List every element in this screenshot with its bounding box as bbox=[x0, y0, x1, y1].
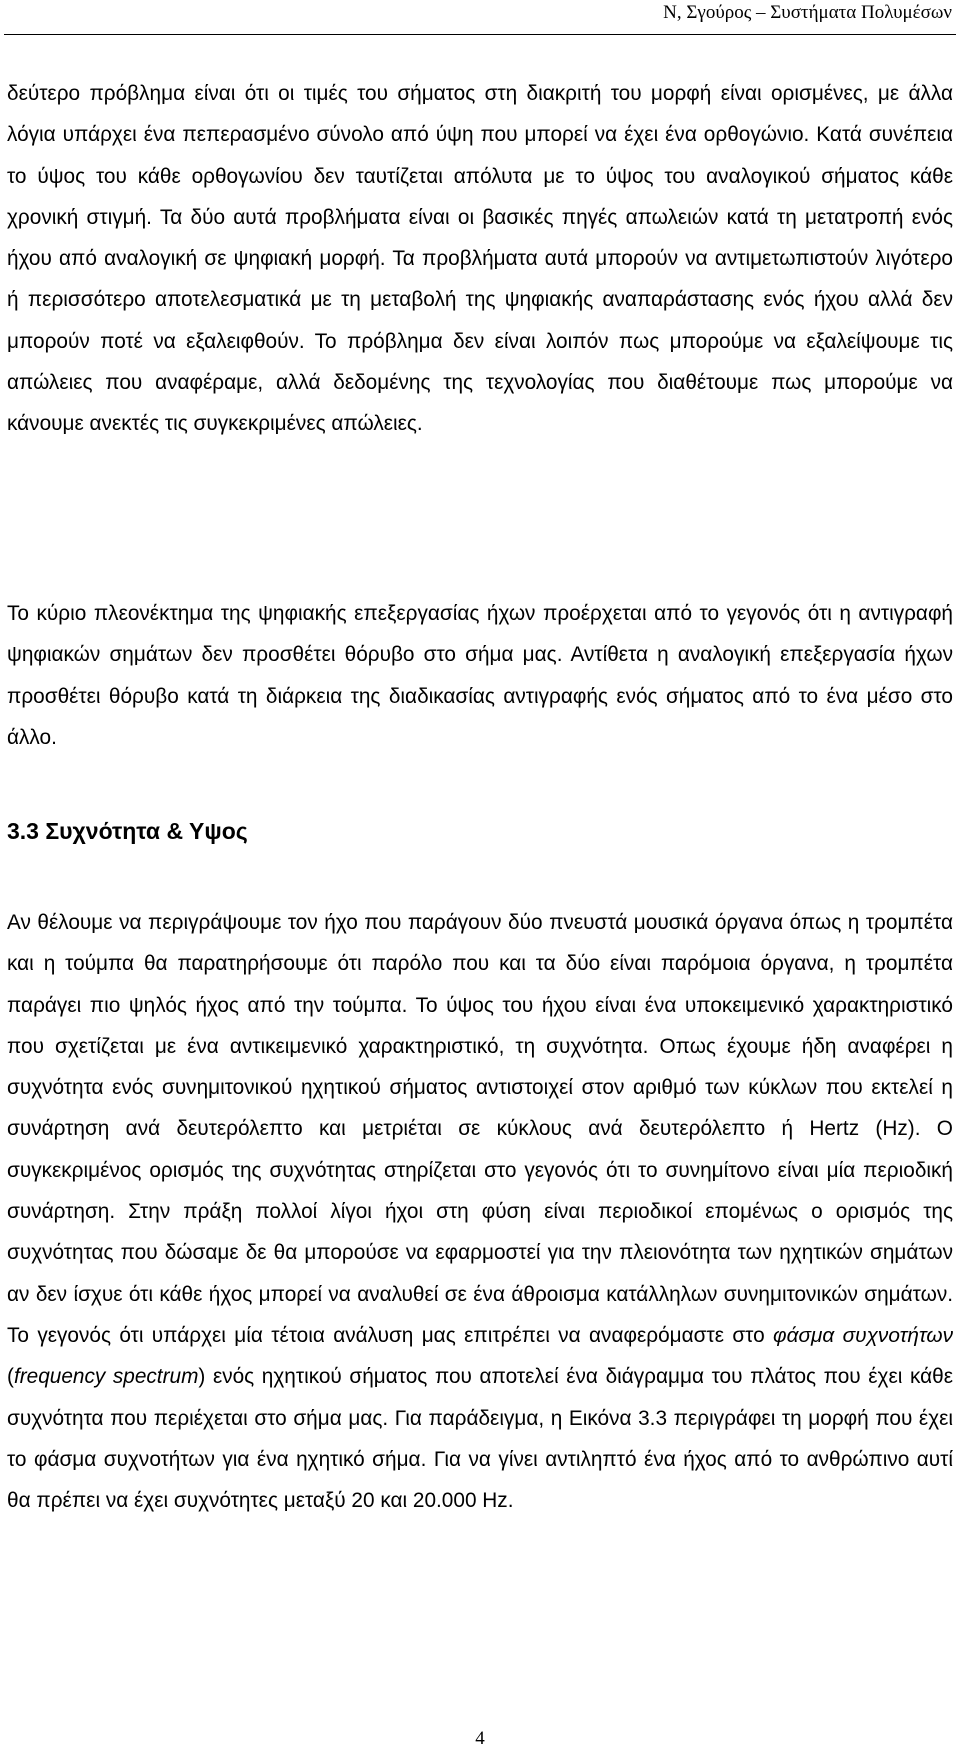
page-number: 4 bbox=[475, 1728, 485, 1749]
paragraph-frequency-pitch bbox=[7, 902, 953, 1521]
paragraph-text: ( bbox=[7, 1365, 14, 1389]
running-header: Ν, Σγούρος – Συστήματα Πολυμέσων bbox=[663, 2, 952, 23]
term-frequency-spectrum: φάσμα συχνοτήτων bbox=[773, 1323, 954, 1347]
section-heading: 3.3 Συχνότητα & Υψος bbox=[7, 818, 248, 844]
paragraph-text: ) ενός ηχητικού σήματος που αποτελεί ένα διάγραμμα του πλάτος που έχει κάθε συχνότητα που περιέχεται στο σήμα μας. Για παράδειγμα, η Εικόνα 3.3 περιγράφει τη μορφή που έχει το φάσμα συχνοτήτων για ένα ηχητικό σήμα. Για να γίνει αντιληπτό ένα ήχος από το ανθρώπινο αυτί θα πρέπει να έχει συχνότητες μεταξύ 20 και 20.000 Hz. bbox=[7, 1365, 953, 1513]
paragraph-digital-advantage: Το κύριο πλεονέκτημα της ψηφιακής επεξεργασίας ήχων προέρχεται από το γεγονός ότι η αντιγραφή ψηφιακών σημάτων δεν προσθέτει θόρυβο στο σήμα μας. Αντίθετα η αναλογική επεξεργασία ήχων προσθέτει θόρυβο κατά τη διάρκεια της διαδικασίας αντιγραφής ενός σήματος από το ένα μέσο στο άλλο. bbox=[7, 602, 953, 749]
paragraph-text: Αν θέλουμε να περιγράψουμε τον ήχο που παράγουν δύο πνευστά μουσικά όργανα όπως η τρομπέτα και η τούμπα θα παρατηρήσουμε ότι παρόλο που και τα δύο είναι παρόμοια όργανα, η τρομπέτα παράγει πιο ψηλός ήχος από την τούμπα. Το ύψος του ήχου είναι ένα υποκειμενικό χαρακτηριστικό που σχετίζεται με ένα αντικειμενικό χαρακτηριστικό, τη συχνότητα. Οπως έχουμε ήδη αναφέρει η συχνότητα ενός συνημιτονικού ηχητικού σήματος αντιστοιχεί στον αριθμό των κύκλων που εκτελεί η συνάρτηση ανά δευτερόλεπτο και μετριέται σε κύκλους ανά δευτερόλεπτο ή Hertz (Hz). Ο συγκεκριμένος ορισμός της συχνότητας στηρίζεται στο γεγονός ότι το συνημίτονο είναι μία περιοδική συνάρτηση. Στην πράξη πολλοί λίγοι ήχοι στη φύση είναι περιοδικοί επομένως ο ορισμός της συχνότητας που δώσαμε δε θα μπορούσε να εφαρμοστεί για την πλειονότητα των ηχητικών σημάτων αν δεν ίσχυε ότι κάθε ήχος μπορεί να αναλυθεί σε ένα άθροισμα κατάλληλων συνημιτονικών σημάτων. Το γεγονός ότι υπάρχει μία τέτοια ανάλυση μας επιτρέπει να αναφερόμαστε στο bbox=[7, 911, 953, 1347]
header-rule bbox=[4, 34, 956, 35]
paragraph-conversion-losses: δεύτερο πρόβλημα είναι ότι οι τιμές του σήματος στη διακριτή του μορφή είναι ορισμένες, με άλλα λόγια υπάρχει ένα πεπερασμένο σύνολο από ύψη που μπορεί να έχει ένα ορθογώνιο. Κατά συνέπεια το ύψος του κάθε ορθογωνίου δεν ταυτίζεται απόλυτα με το ύψος του αναλογικού σήματος κάθε χρονική στιγμή. Τα δύο αυτά προβλήματα είναι οι βασικές πηγές απωλειών κατά τη μετατροπή ενός ήχου από αναλογική σε ψηφιακή μορφή. Τα προβλήματα αυτά μπορούν να αντιμετωπιστούν λιγότερο ή περισσότερο αποτελεσματικά με τη μεταβολή της ψηφιακής αναπαράστασης ενός ήχου αλλά δεν μπορούν ποτέ να εξαλειφθούν. Το πρόβλημα δεν είναι λοιπόν πως μπορούμε να εξαλείψουμε τις απώλειες που αναφέραμε, αλλά δεδομένης της τεχνολογίας που διαθέτουμε πως μπορούμε να κάνουμε ανεκτές τις συγκεκριμένες απώλειες. bbox=[7, 82, 953, 436]
term-frequency-spectrum-en: frequency spectrum bbox=[13, 1365, 199, 1389]
